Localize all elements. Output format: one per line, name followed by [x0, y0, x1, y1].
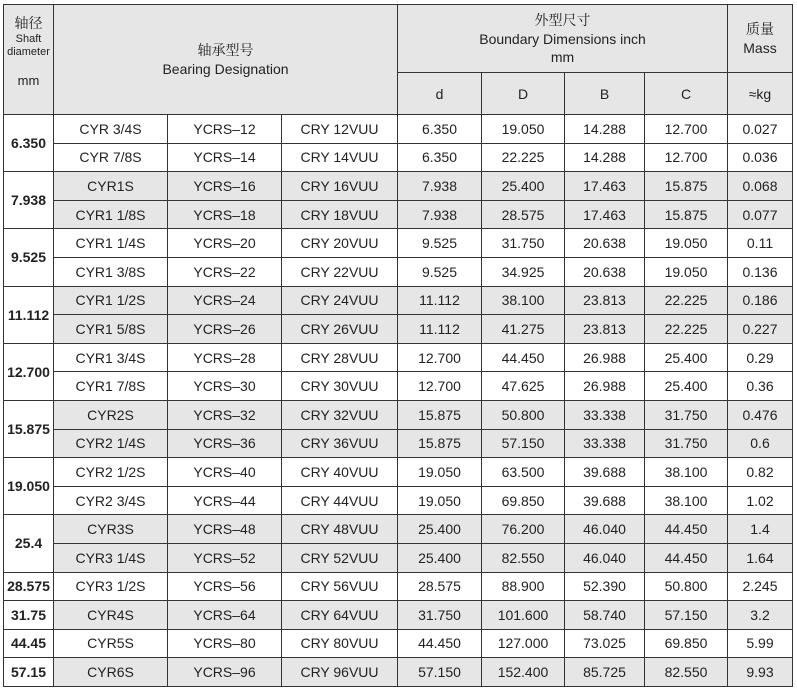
cell-ycrs: YCRS–64 [168, 601, 282, 630]
table-row [4, 372, 793, 401]
cell-B: 33.338 [565, 429, 645, 458]
table-row [4, 229, 793, 258]
cell-C: 25.400 [645, 372, 728, 401]
col-B-header: B [565, 73, 645, 115]
cell-C: 50.800 [645, 572, 728, 601]
cell-B: 52.390 [565, 572, 645, 601]
cell-B: 20.638 [565, 229, 645, 258]
cell-ycrs: YCRS–24 [168, 286, 282, 315]
cell-D: 127.000 [482, 629, 565, 658]
cell-cry: CRY 32VUU [282, 400, 398, 429]
cell-cry: CRY 26VUU [282, 315, 398, 344]
cell-mass: 0.476 [728, 400, 793, 429]
cell-B: 14.288 [565, 115, 645, 144]
col-C-header: C [645, 73, 728, 115]
cell-cyr: CYR3 1/2S [54, 572, 168, 601]
cell-mass: 0.227 [728, 315, 793, 344]
cell-cyr: CYR3 1/4S [54, 543, 168, 572]
cell-B: 33.338 [565, 400, 645, 429]
cell-D: 152.400 [482, 658, 565, 687]
cell-cry: CRY 30VUU [282, 372, 398, 401]
cell-B: 73.025 [565, 629, 645, 658]
cell-d: 44.450 [398, 629, 482, 658]
cell-d: 31.750 [398, 601, 482, 630]
cell-C: 44.450 [645, 515, 728, 544]
cell-mass: 1.02 [728, 486, 793, 515]
table-row [4, 458, 793, 487]
col-d-header: d [398, 73, 482, 115]
shaft-diameter-cell: 12.700 [4, 343, 54, 400]
dimensions-header-unit: mm [550, 48, 575, 65]
shaft-diameter-cell: 25.4 [4, 515, 54, 572]
cell-B: 58.740 [565, 601, 645, 630]
dimensions-header-cn: 外型尺寸 [534, 12, 591, 29]
cell-cry: CRY 24VUU [282, 286, 398, 315]
cell-cyr: CYR1 1/8S [54, 200, 168, 229]
cell-D: 19.050 [482, 115, 565, 144]
cell-cry: CRY 96VUU [282, 658, 398, 687]
cell-C: 15.875 [645, 172, 728, 201]
dimensions-header-en: Boundary Dimensions inch [479, 30, 646, 47]
cell-cry: CRY 80VUU [282, 629, 398, 658]
cell-B: 26.988 [565, 343, 645, 372]
cell-d: 28.575 [398, 572, 482, 601]
cell-B: 39.688 [565, 458, 645, 487]
cell-C: 22.225 [645, 286, 728, 315]
cell-cry: CRY 16VUU [282, 172, 398, 201]
cell-cry: CRY 28VUU [282, 343, 398, 372]
cell-ycrs: YCRS–20 [168, 229, 282, 258]
cell-d: 25.400 [398, 543, 482, 572]
cell-cyr: CYR3S [54, 515, 168, 544]
shaft-diameter-cell: 28.575 [4, 572, 54, 601]
cell-cry: CRY 44VUU [282, 486, 398, 515]
cell-mass: 0.136 [728, 257, 793, 286]
shaft-diameter-cell: 9.525 [4, 229, 54, 286]
cell-ycrs: YCRS–22 [168, 257, 282, 286]
mass-header-cn: 质量 [746, 21, 774, 38]
table-row [4, 172, 793, 201]
cell-mass: 0.027 [728, 115, 793, 144]
cell-d: 12.700 [398, 343, 482, 372]
mass-header [728, 5, 793, 73]
cell-B: 46.040 [565, 515, 645, 544]
shaft-header-en1: Shaft [15, 33, 42, 45]
cell-d: 19.050 [398, 458, 482, 487]
cell-D: 38.100 [482, 286, 565, 315]
table-row [4, 343, 793, 372]
cell-cyr: CYR4S [54, 601, 168, 630]
cell-mass: 9.93 [728, 658, 793, 687]
cell-D: 50.800 [482, 400, 565, 429]
cell-ycrs: YCRS–18 [168, 200, 282, 229]
col-D-header: D [482, 73, 565, 115]
cell-C: 31.750 [645, 429, 728, 458]
cell-d: 9.525 [398, 229, 482, 258]
cell-ycrs: YCRS–26 [168, 315, 282, 344]
cell-d: 11.112 [398, 286, 482, 315]
cell-D: 34.925 [482, 257, 565, 286]
cell-ycrs: YCRS–12 [168, 115, 282, 144]
designation-header-cn: 轴承型号 [197, 42, 254, 59]
cell-mass: 0.068 [728, 172, 793, 201]
cell-cyr: CYR2 1/4S [54, 429, 168, 458]
cell-C: 44.450 [645, 543, 728, 572]
designation-header-en: Bearing Designation [162, 60, 289, 77]
cell-ycrs: YCRS–40 [168, 458, 282, 487]
cell-d: 15.875 [398, 400, 482, 429]
cell-D: 69.850 [482, 486, 565, 515]
cell-ycrs: YCRS–36 [168, 429, 282, 458]
cell-d: 9.525 [398, 257, 482, 286]
table-row [4, 429, 793, 458]
shaft-diameter-cell: 15.875 [4, 400, 54, 457]
cell-mass: 1.64 [728, 543, 793, 572]
table-row [4, 515, 793, 544]
cell-cyr: CYR2 3/4S [54, 486, 168, 515]
table-row [4, 315, 793, 344]
cell-B: 17.463 [565, 200, 645, 229]
cell-ycrs: YCRS–80 [168, 629, 282, 658]
designation-header [54, 5, 398, 115]
cell-d: 25.400 [398, 515, 482, 544]
cell-cyr: CYR1 1/4S [54, 229, 168, 258]
cell-ycrs: YCRS–16 [168, 172, 282, 201]
cell-C: 57.150 [645, 601, 728, 630]
cell-C: 19.050 [645, 229, 728, 258]
cell-C: 15.875 [645, 200, 728, 229]
cell-B: 46.040 [565, 543, 645, 572]
cell-C: 31.750 [645, 400, 728, 429]
shaft-diameter-cell: 31.75 [4, 601, 54, 630]
cell-ycrs: YCRS–14 [168, 143, 282, 172]
cell-ycrs: YCRS–52 [168, 543, 282, 572]
cell-ycrs: YCRS–44 [168, 486, 282, 515]
cell-cyr: CYR2 1/2S [54, 458, 168, 487]
cell-cyr: CYR1 1/2S [54, 286, 168, 315]
cell-C: 82.550 [645, 658, 728, 687]
table-row [4, 200, 793, 229]
table-body [4, 115, 793, 687]
cell-ycrs: YCRS–48 [168, 515, 282, 544]
shaft-diameter-cell: 6.350 [4, 115, 54, 172]
cell-D: 44.450 [482, 343, 565, 372]
cell-D: 57.150 [482, 429, 565, 458]
cell-mass: 0.186 [728, 286, 793, 315]
cell-C: 12.700 [645, 115, 728, 144]
cell-mass: 0.82 [728, 458, 793, 487]
cell-cyr: CYR2S [54, 400, 168, 429]
cell-cry: CRY 14VUU [282, 143, 398, 172]
shaft-diameter-cell: 7.938 [4, 172, 54, 229]
cell-d: 11.112 [398, 315, 482, 344]
cell-mass: 1.4 [728, 515, 793, 544]
cell-ycrs: YCRS–32 [168, 400, 282, 429]
dimensions-header [398, 5, 728, 73]
cell-cry: CRY 22VUU [282, 257, 398, 286]
cell-d: 7.938 [398, 172, 482, 201]
table-row [4, 400, 793, 429]
col-mass-unit-header: ≈kg [728, 73, 793, 115]
cell-ycrs: YCRS–30 [168, 372, 282, 401]
cell-B: 17.463 [565, 172, 645, 201]
cell-cry: CRY 36VUU [282, 429, 398, 458]
cell-mass: 5.99 [728, 629, 793, 658]
cell-D: 88.900 [482, 572, 565, 601]
cell-d: 7.938 [398, 200, 482, 229]
shaft-diameter-header [4, 5, 54, 115]
cell-D: 31.750 [482, 229, 565, 258]
cell-D: 25.400 [482, 172, 565, 201]
cell-mass: 3.2 [728, 601, 793, 630]
cell-B: 14.288 [565, 143, 645, 172]
cell-mass: 0.11 [728, 229, 793, 258]
cell-D: 63.500 [482, 458, 565, 487]
shaft-diameter-cell: 19.050 [4, 458, 54, 515]
cell-d: 15.875 [398, 429, 482, 458]
cell-B: 39.688 [565, 486, 645, 515]
cell-d: 12.700 [398, 372, 482, 401]
table-row [4, 143, 793, 172]
cell-cyr: CYR1 5/8S [54, 315, 168, 344]
cell-C: 25.400 [645, 343, 728, 372]
table-row [4, 486, 793, 515]
cell-B: 26.988 [565, 372, 645, 401]
cell-mass: 0.036 [728, 143, 793, 172]
cell-D: 76.200 [482, 515, 565, 544]
cell-d: 6.350 [398, 115, 482, 144]
cell-cry: CRY 48VUU [282, 515, 398, 544]
cell-B: 23.813 [565, 315, 645, 344]
cell-cry: CRY 18VUU [282, 200, 398, 229]
cell-cry: CRY 56VUU [282, 572, 398, 601]
cell-C: 22.225 [645, 315, 728, 344]
cell-C: 12.700 [645, 143, 728, 172]
cell-C: 38.100 [645, 486, 728, 515]
cell-cyr: CYR1S [54, 172, 168, 201]
bearing-spec-table [3, 4, 793, 687]
cell-mass: 2.245 [728, 572, 793, 601]
cell-cyr: CYR1 3/4S [54, 343, 168, 372]
cell-cyr: CYR1 7/8S [54, 372, 168, 401]
table-row [4, 286, 793, 315]
shaft-header-en2: diameter [7, 46, 50, 58]
cell-ycrs: YCRS–28 [168, 343, 282, 372]
shaft-header-cn: 轴径 [14, 16, 43, 32]
shaft-header-unit: mm [17, 73, 40, 88]
cell-cyr: CYR6S [54, 658, 168, 687]
table-row [4, 601, 793, 630]
cell-cry: CRY 12VUU [282, 115, 398, 144]
table-row [4, 543, 793, 572]
table-row [4, 115, 793, 144]
cell-D: 101.600 [482, 601, 565, 630]
cell-ycrs: YCRS–56 [168, 572, 282, 601]
cell-cry: CRY 40VUU [282, 458, 398, 487]
cell-D: 41.275 [482, 315, 565, 344]
cell-B: 20.638 [565, 257, 645, 286]
cell-D: 47.625 [482, 372, 565, 401]
table-row [4, 658, 793, 687]
shaft-diameter-cell: 57.15 [4, 658, 54, 687]
cell-B: 23.813 [565, 286, 645, 315]
cell-C: 19.050 [645, 257, 728, 286]
cell-cry: CRY 20VUU [282, 229, 398, 258]
shaft-diameter-cell: 44.45 [4, 629, 54, 658]
cell-cry: CRY 52VUU [282, 543, 398, 572]
cell-cyr: CYR 3/4S [54, 115, 168, 144]
cell-mass: 0.36 [728, 372, 793, 401]
cell-cyr: CYR5S [54, 629, 168, 658]
table-row [4, 572, 793, 601]
cell-ycrs: YCRS–96 [168, 658, 282, 687]
cell-D: 22.225 [482, 143, 565, 172]
cell-C: 69.850 [645, 629, 728, 658]
cell-D: 28.575 [482, 200, 565, 229]
cell-cry: CRY 64VUU [282, 601, 398, 630]
cell-cyr: CYR 7/8S [54, 143, 168, 172]
cell-mass: 0.077 [728, 200, 793, 229]
cell-mass: 0.29 [728, 343, 793, 372]
cell-d: 6.350 [398, 143, 482, 172]
cell-C: 38.100 [645, 458, 728, 487]
cell-d: 57.150 [398, 658, 482, 687]
shaft-diameter-cell: 11.112 [4, 286, 54, 343]
cell-d: 19.050 [398, 486, 482, 515]
cell-cyr: CYR1 3/8S [54, 257, 168, 286]
table-row [4, 257, 793, 286]
cell-D: 82.550 [482, 543, 565, 572]
table-row [4, 629, 793, 658]
cell-B: 85.725 [565, 658, 645, 687]
mass-header-en: Mass [743, 39, 777, 56]
cell-mass: 0.6 [728, 429, 793, 458]
